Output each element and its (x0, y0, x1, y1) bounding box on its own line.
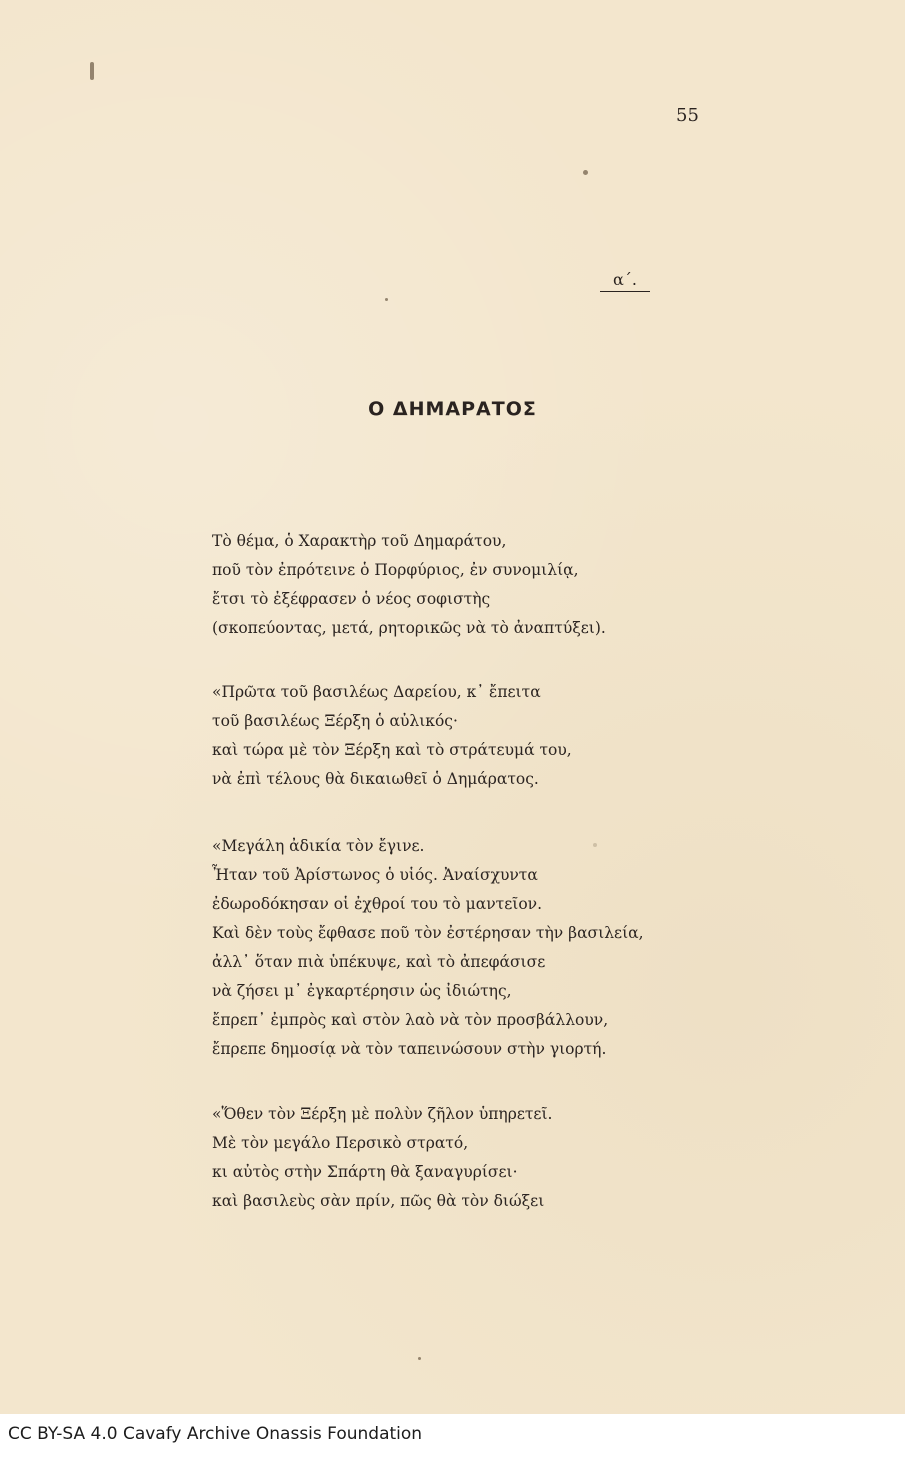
verse-line: ἀλλ᾿ ὅταν πιὰ ὑπέκυψε, καὶ τὸ ἀπεφάσισε (212, 953, 546, 971)
ink-speck (90, 62, 94, 80)
verse-line: ἔπρεπ᾿ ἐμπρὸς καὶ στὸν λαὸ νὰ τὸν προσβάλλουν, (212, 1011, 609, 1029)
stanza-2 (212, 678, 572, 794)
verse-line: Ἦταν τοῦ Ἀρίστωνος ὁ υἱός. Ἀναίσχυντα (212, 866, 538, 884)
verse-line: νὰ ἐπὶ τέλους θὰ δικαιωθεῖ ὁ Δημάρατος. (212, 770, 539, 788)
verse-line: «Πρῶτα τοῦ βασιλέως Δαρείου, κ᾿ ἔπειτα (212, 683, 541, 701)
poem-title: Ο ΔΗΜΑΡΑΤΟΣ (368, 398, 537, 420)
stanza-4 (212, 1100, 552, 1216)
verse-line: καὶ τώρα μὲ τὸν Ξέρξη καὶ τὸ στράτευμά του, (212, 741, 572, 759)
verse-line: Μὲ τὸν μεγάλο Περσικὸ στρατό, (212, 1134, 469, 1152)
page-number: 55 (676, 105, 699, 126)
ink-speck (583, 170, 588, 175)
license-credit: CC BY-SA 4.0 Cavafy Archive Onassis Foundation (8, 1424, 423, 1444)
verse-line: ἔτσι τὸ ἐξέφρασεν ὁ νέος σοφιστὴς (212, 590, 491, 608)
stanza-1 (212, 527, 606, 643)
stanza-3 (212, 832, 644, 1064)
credit-footer (0, 1414, 905, 1457)
ink-speck (385, 298, 388, 301)
section-mark: α΄. (600, 270, 650, 292)
verse-line: ποῦ τὸν ἐπρότεινε ὁ Πορφύριος, ἐν συνομιλίᾳ, (212, 561, 579, 579)
verse-line: (σκοπεύοντας, μετά, ρητορικῶς νὰ τὸ ἀναπτύξει). (212, 619, 606, 637)
verse-line: «Ὅθεν τὸν Ξέρξη μὲ πολὺν ζῆλον ὑπηρετεῖ. (212, 1105, 553, 1123)
verse-line: «Μεγάλη ἀδικία τὸν ἔγινε. (212, 837, 425, 855)
verse-line: κι αὐτὸς στὴν Σπάρτη θὰ ξαναγυρίσει· (212, 1163, 518, 1181)
verse-line: ἔπρεπε δημοσίᾳ νὰ τὸν ταπεινώσουν στὴν γιορτή. (212, 1040, 607, 1058)
verse-line: νὰ ζήσει μ᾿ ἐγκαρτέρησιν ὡς ἰδιώτης, (212, 982, 512, 1000)
verse-line: Καὶ δὲν τοὺς ἔφθασε ποῦ τὸν ἐστέρησαν τὴν βασιλεία, (212, 924, 644, 942)
verse-line: καὶ βασιλεὺς σὰν πρίν, πῶς θὰ τὸν διώξει (212, 1192, 545, 1210)
verse-line: ἐδωροδόκησαν οἱ ἐχθροί του τὸ μαντεῖον. (212, 895, 543, 913)
verse-line: τοῦ βασιλέως Ξέρξη ὁ αὐλικός· (212, 712, 458, 730)
ink-speck (418, 1357, 421, 1360)
verse-line: Τὸ θέμα, ὁ Χαρακτὴρ τοῦ Δημαράτου, (212, 532, 507, 550)
